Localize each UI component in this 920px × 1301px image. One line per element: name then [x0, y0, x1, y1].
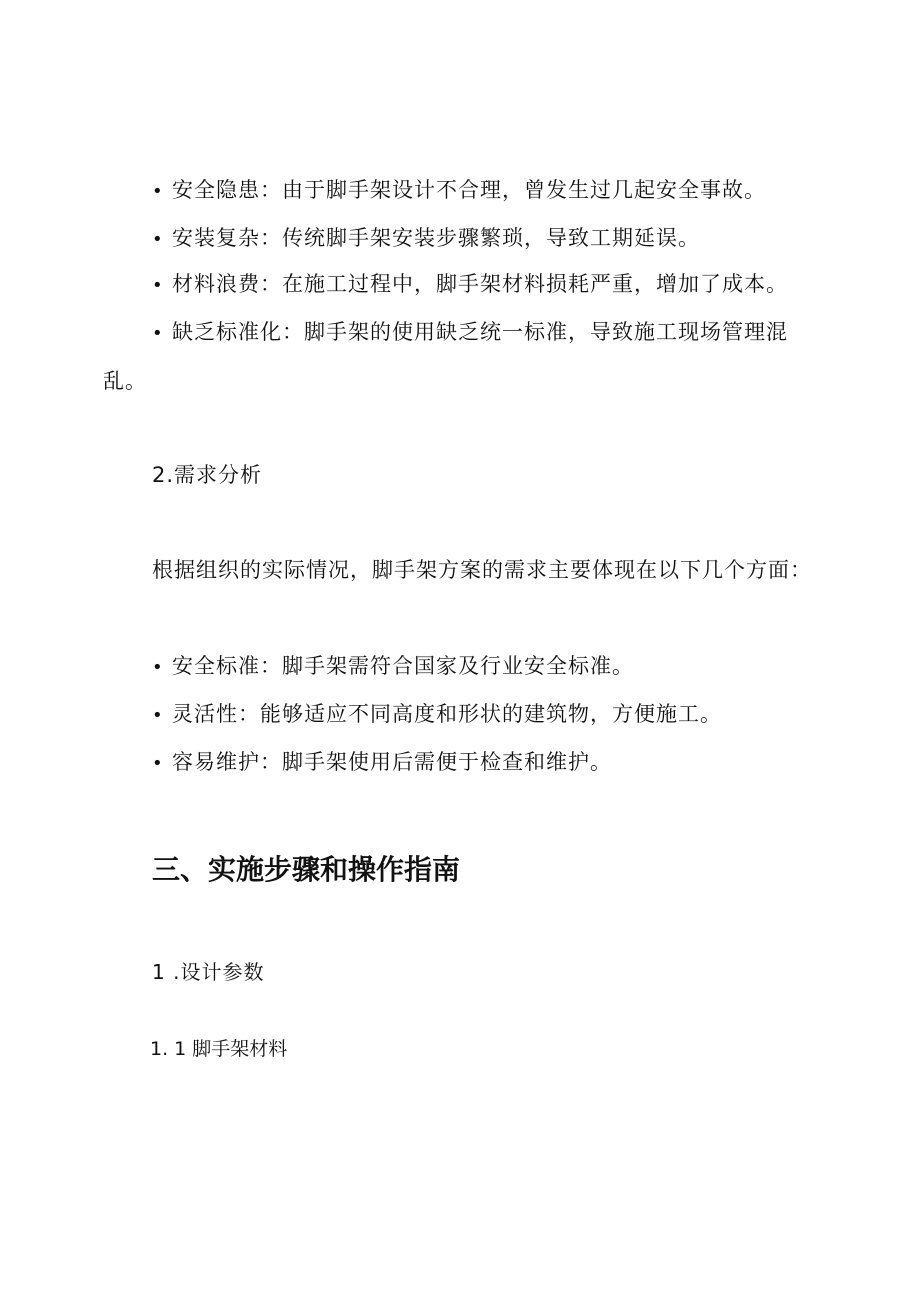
- bullet-text: 安全隐患：由于脚手架设计不合理，曾发生过几起安全事故。: [172, 178, 766, 202]
- needs-heading: 2.需求分析: [152, 463, 263, 487]
- problem-bullet-safety: [152, 176, 766, 206]
- problem-bullet-waste: [152, 270, 788, 300]
- bullet-icon: •: [152, 275, 164, 296]
- bullet-icon: •: [152, 753, 164, 774]
- problem-bullet-standard: [152, 318, 788, 348]
- problem-bullet-continuation: 乱。: [103, 369, 147, 393]
- bullet-text: 安全标准：脚手架需符合国家及行业安全标准。: [172, 654, 634, 678]
- bullet-icon: •: [152, 181, 164, 202]
- problem-bullet-install: [152, 224, 700, 254]
- needs-intro: 根据组织的实际情况，脚手架方案的需求主要体现在以下几个方面：: [152, 558, 812, 582]
- needs-bullet-flexibility: [152, 700, 722, 730]
- bullet-icon: •: [152, 323, 164, 344]
- bullet-text: 安装复杂：传统脚手架安装步骤繁琐，导致工期延误。: [172, 226, 700, 250]
- bullet-icon: •: [152, 657, 164, 678]
- section-3-sub-1-1: 1. 1 脚手架材料: [150, 1038, 288, 1060]
- needs-bullet-maintenance: [152, 748, 612, 778]
- section-3-title: 三、实施步骤和操作指南: [152, 853, 461, 886]
- bullet-text: 缺乏标准化：脚手架的使用缺乏统一标准，导致施工现场管理混: [172, 320, 788, 344]
- needs-bullet-safety: [152, 652, 634, 682]
- bullet-icon: •: [152, 705, 164, 726]
- bullet-icon: •: [152, 229, 164, 250]
- section-3-sub-1: 1 .设计参数: [152, 960, 265, 984]
- bullet-text: 材料浪费：在施工过程中，脚手架材料损耗严重，增加了成本。: [172, 272, 788, 296]
- bullet-text: 灵活性：能够适应不同高度和形状的建筑物，方便施工。: [172, 702, 722, 726]
- bullet-text: 容易维护：脚手架使用后需便于检查和维护。: [172, 750, 612, 774]
